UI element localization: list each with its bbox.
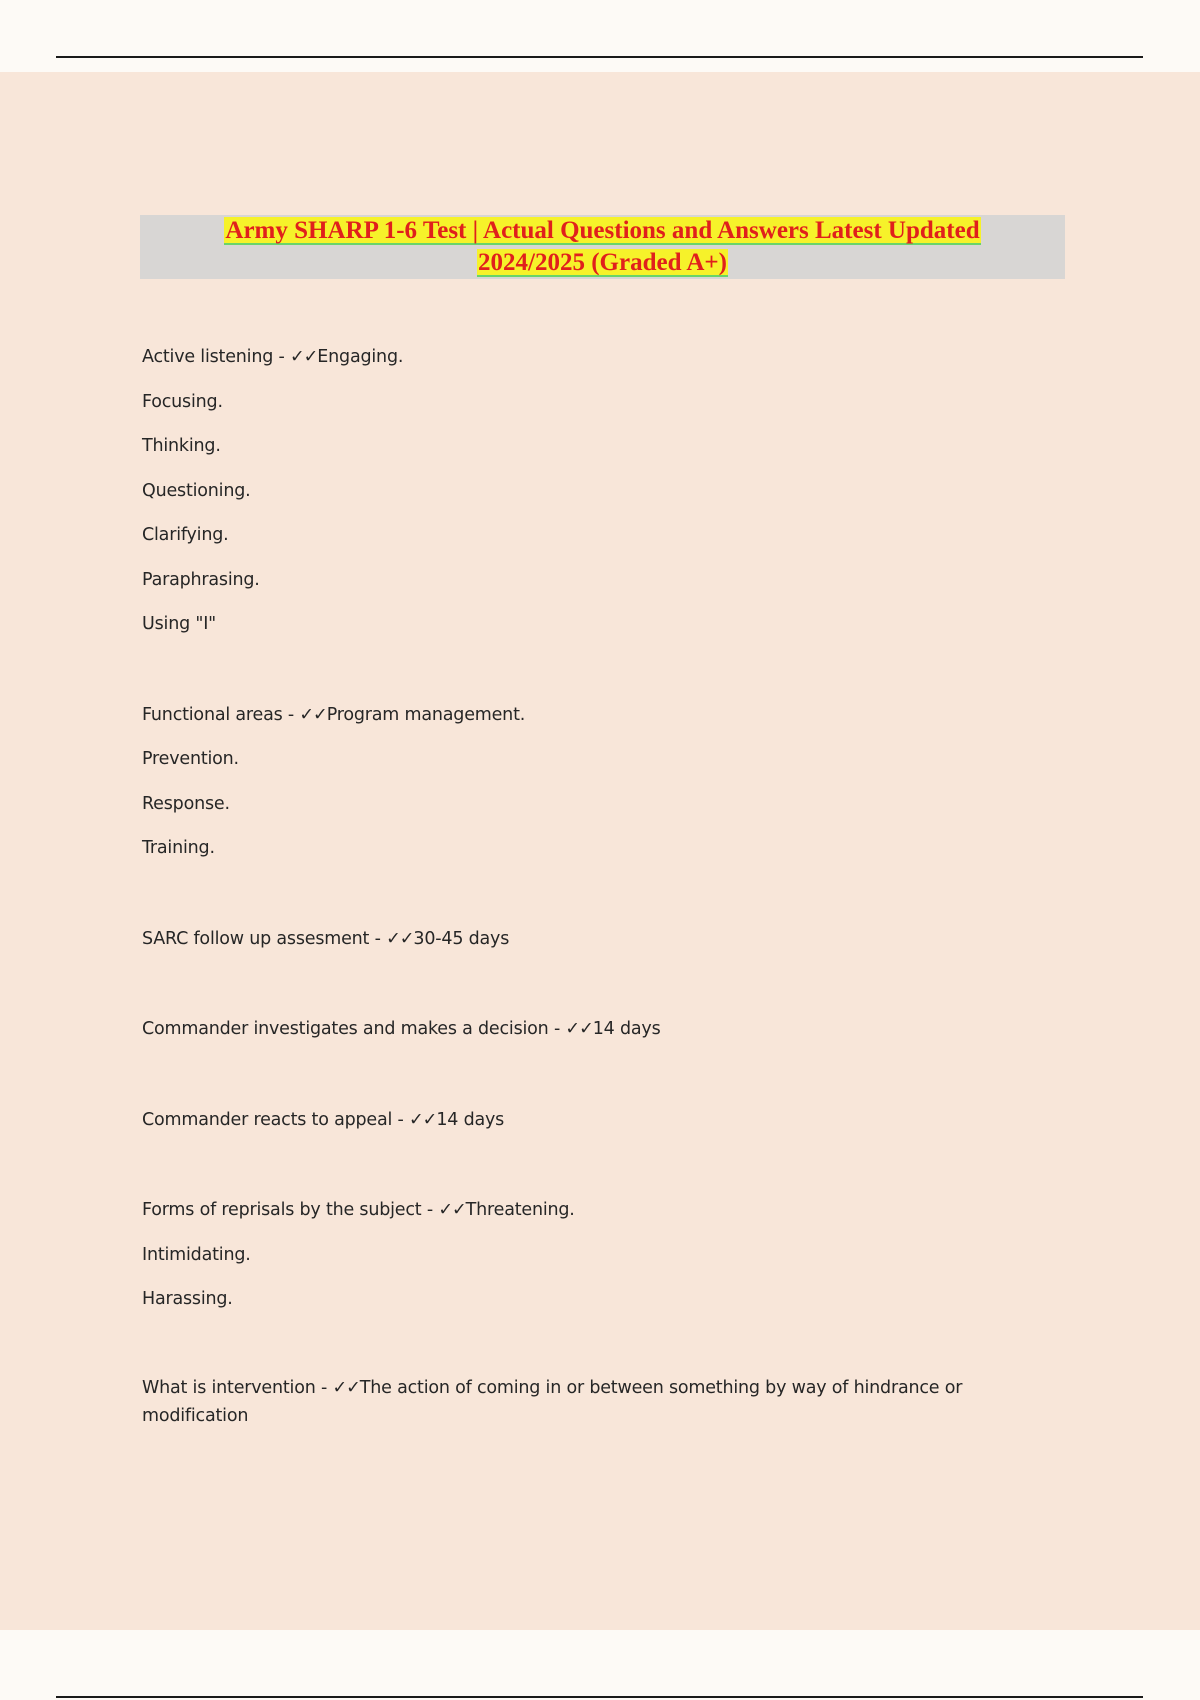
- document-sheet: [0, 72, 1200, 1630]
- qa-entry-commander-reacts: Commander reacts to appeal - ✓✓14 days: [142, 1109, 505, 1130]
- entry-spacer: [142, 871, 1042, 917]
- question-term: SARC follow up assesment: [142, 928, 370, 949]
- answer-line: Training.: [142, 838, 215, 858]
- answer-text: Program management.: [326, 704, 526, 725]
- check-mark-icon: ✓✓: [565, 1019, 593, 1039]
- check-mark-icon: ✓✓: [409, 1109, 437, 1130]
- entry-spacer: [142, 1142, 1042, 1188]
- top-rule: [56, 56, 1143, 58]
- entry-spacer: [142, 961, 1042, 1007]
- check-mark-icon: ✓✓: [332, 1377, 360, 1398]
- answer-text: Engaging.: [317, 347, 404, 367]
- qa-entry-intervention: What is intervention - ✓✓The action of coming in or between something by way of hindrance or modification: [142, 1377, 963, 1426]
- answer-text: 14 days: [592, 1019, 661, 1039]
- answer-text: The action of coming in or between something by way of hindrance or modification: [142, 1377, 963, 1426]
- title-line-1: Army SHARP 1-6 Test | Actual Questions and Answers Latest Updated: [225, 217, 980, 244]
- entry-spacer: [142, 647, 1042, 693]
- answer-text: 14 days: [436, 1109, 505, 1130]
- answer-line: Thinking.: [142, 436, 221, 456]
- bottom-rule: [56, 1696, 1143, 1698]
- check-mark-icon: ✓✓: [438, 1200, 466, 1220]
- title-line-2: 2024/2025 (Graded A+): [478, 249, 727, 276]
- answer-line: Harassing.: [142, 1289, 233, 1309]
- question-term: What is intervention: [142, 1377, 316, 1398]
- answer-line: Paraphrasing.: [142, 569, 260, 590]
- qa-list: [142, 335, 1042, 1426]
- question-term: Commander reacts to appeal: [142, 1109, 393, 1130]
- answer-line: Prevention.: [142, 749, 239, 769]
- answer-line: Response.: [142, 793, 230, 814]
- question-term: Functional areas: [142, 704, 283, 725]
- answer-line: Focusing.: [142, 391, 223, 412]
- answer-text: Threatening.: [465, 1200, 575, 1220]
- question-term: Commander investigates and makes a decision: [142, 1019, 549, 1039]
- question-term: Active listening: [142, 347, 274, 367]
- answer-line: Intimidating.: [142, 1244, 251, 1265]
- document-title: [140, 215, 1065, 279]
- qa-entry-forms-of-reprisals: Forms of reprisals by the subject - ✓✓Threatening.: [142, 1200, 575, 1220]
- qa-entry-active-listening: Active listening - ✓✓Engaging.: [142, 347, 404, 367]
- answer-text: 30-45 days: [413, 928, 510, 949]
- qa-entry-functional-areas: Functional areas - ✓✓Program management.: [142, 704, 526, 725]
- entry-spacer: [142, 1052, 1042, 1098]
- qa-entry-commander-investigates: Commander investigates and makes a decision - ✓✓14 days: [142, 1019, 661, 1039]
- answer-line: Questioning.: [142, 480, 251, 501]
- question-term: Forms of reprisals by the subject: [142, 1200, 422, 1220]
- check-mark-icon: ✓✓: [289, 347, 318, 367]
- qa-entry-sarc-follow-up: SARC follow up assesment - ✓✓30-45 days: [142, 928, 510, 949]
- answer-line: Clarifying.: [142, 525, 229, 545]
- answer-line: Using "I": [142, 614, 217, 634]
- entry-spacer: [142, 1322, 1042, 1368]
- check-mark-icon: ✓✓: [386, 928, 414, 949]
- check-mark-icon: ✓✓: [299, 704, 327, 725]
